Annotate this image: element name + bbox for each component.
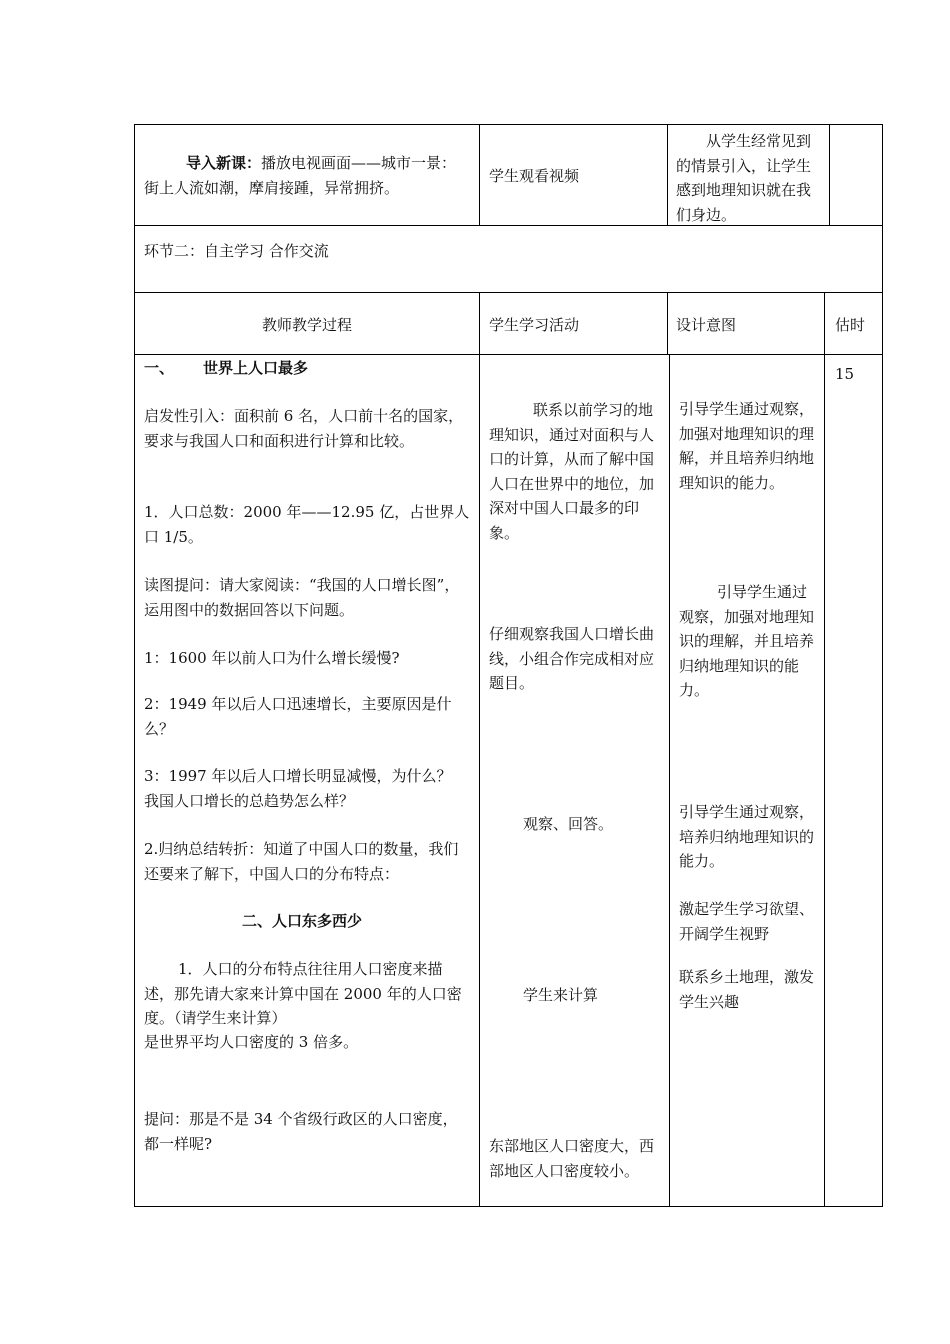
design-intent-1: 引导学生通过观察，加强对地理知识的理解，并且培养归纳地理知识的能力。: [679, 400, 815, 492]
row-divider-3: [134, 354, 883, 355]
row1-teacher-lead: 导入新课：: [186, 154, 262, 172]
header-student: 学生学习活动: [489, 316, 580, 334]
student-activity-3: 观察、回答。: [523, 815, 614, 833]
design-intent-5: 联系乡土地理，激发学生兴趣: [679, 968, 815, 1011]
col-divider-hdr-c: [824, 292, 825, 355]
design-intent-2: 引导学生通过观察，加强对地理知识的理解，并且培养归纳地理知识的能力。: [679, 583, 815, 699]
table-border-bottom: [134, 1206, 883, 1207]
design-intent-3: 引导学生通过观察，培养归纳地理知识的能力。: [679, 803, 815, 870]
teacher-para-7: 2.归纳总结转折：知道了中国人口的数量，我们还要来了解下，中国人口的分布特点：: [144, 840, 459, 883]
student-activity-2: 仔细观察我国人口增长曲线，小组合作完成相对应题目。: [489, 625, 655, 692]
time-estimate: 15: [835, 365, 855, 383]
teacher-para-2: 1．人口总数：2000 年——12.95 亿，占世界人口 1/5。: [144, 503, 470, 546]
header-design: 设计意图: [676, 316, 737, 334]
row1-student-text: 学生观看视频: [489, 167, 580, 185]
col-divider-hdr-b: [667, 292, 668, 355]
header-teacher: 教师教学过程: [261, 316, 352, 334]
teacher-para-10: 提问：那是不是 34 个省级行政区的人口密度，都一样呢?: [144, 1110, 458, 1153]
table-border-right: [882, 124, 883, 1207]
col-divider-main-c: [824, 354, 825, 1207]
header-time: 估时: [835, 316, 866, 334]
student-activity-4: 学生来计算: [523, 986, 599, 1004]
col-divider-r1-b: [667, 124, 668, 226]
teacher-para-3: 读图提问：请大家阅读：“我国的人口增长图”，运用图中的数据回答以下问题。: [144, 576, 460, 619]
heading-2: 二、人口东多西少: [241, 912, 362, 930]
section-title: 环节二：自主学习 合作交流: [144, 242, 329, 260]
teacher-para-6: 3：1997 年以后人口增长明显减慢，为什么？ 我国人口增长的总趋势怎么样？: [144, 767, 452, 810]
teacher-para-5: 2：1949 年以后人口迅速增长，主要原因是什么？: [144, 695, 452, 738]
table-border-left: [134, 124, 135, 1207]
row1-teacher-text: 播放电视画面——城市一景：街上人流如潮，摩肩接踵，异常拥挤。: [144, 154, 457, 197]
col-divider-main-a: [479, 354, 480, 1207]
row1-design-text: 从学生经常见到的情景引入，让学生感到地理知识就在我们身边。: [676, 132, 812, 224]
table-border-top: [134, 124, 883, 125]
col-divider-r1-c: [829, 124, 830, 226]
teacher-para-4: 1：1600 年以前人口为什么增长缓慢?: [144, 649, 400, 667]
col-divider-r1-a: [479, 124, 480, 226]
row-divider-2: [134, 292, 883, 293]
teacher-para-9: 是世界平均人口密度的 3 倍多。: [144, 1033, 359, 1051]
teacher-para-8: 1．人口的分布特点往往用人口密度来描述，那先请大家来计算中国在 2000 年的人口密度。（请学生来计算）: [144, 960, 462, 1027]
heading-1: 世界上人口最多: [203, 359, 309, 377]
col-divider-main-b: [669, 354, 670, 1207]
design-intent-4: 激起学生学习欲望、开阔学生视野: [679, 900, 815, 943]
heading-1-number: 一、: [144, 359, 175, 377]
student-activity-5: 东部地区人口密度大，西部地区人口密度较小。: [489, 1137, 655, 1180]
col-divider-hdr-a: [479, 292, 480, 355]
student-activity-1: 联系以前学习的地理知识，通过对面积与人口的计算，从而了解中国人口在世界中的地位，加深对中国人口最多的印象。: [489, 401, 655, 542]
row1-teacher-cell: [144, 151, 470, 200]
teacher-para-1: 启发性引入：面积前 6 名，人口前十名的国家，要求与我国人口和面积进行计算和比较。: [144, 407, 464, 450]
